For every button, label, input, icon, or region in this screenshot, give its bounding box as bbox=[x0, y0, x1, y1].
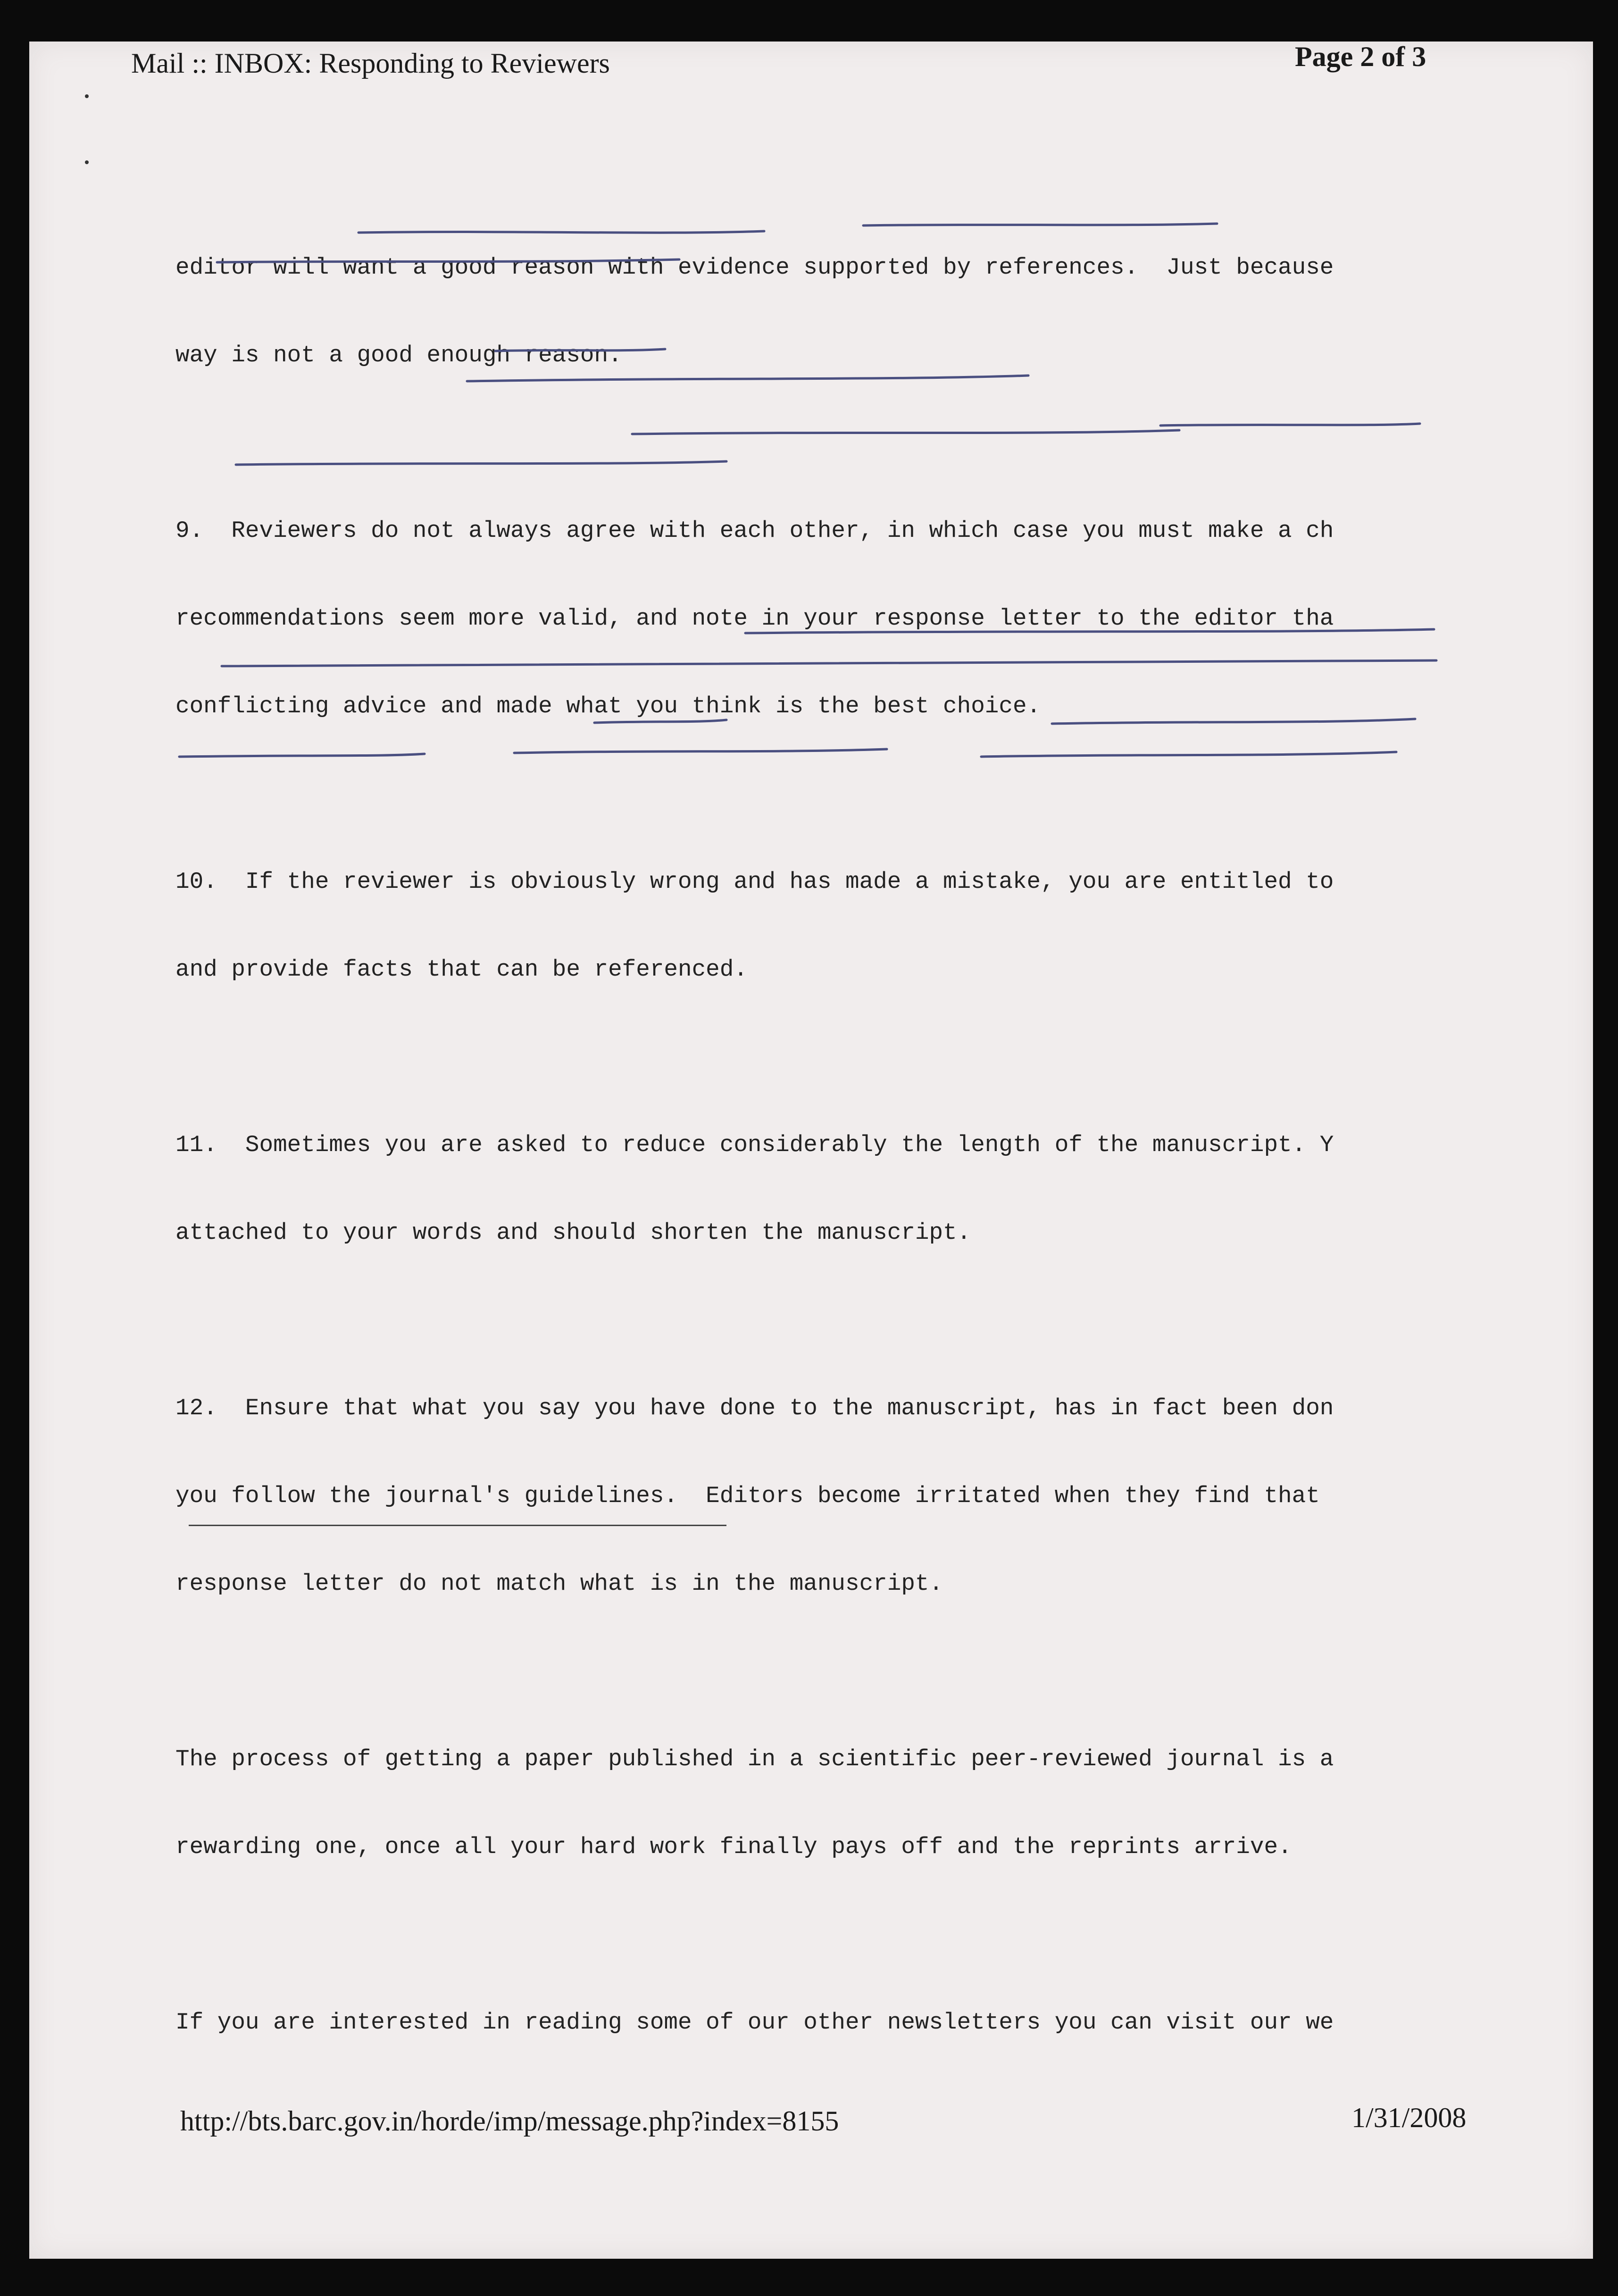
body-line: 11. Sometimes you are asked to reduce considerably the length of the manuscript. Y bbox=[175, 1132, 1334, 1158]
underline-mark bbox=[1160, 424, 1420, 426]
body-line: you follow the journal's guidelines. Editors become irritated when they find that bbox=[175, 1483, 1320, 1509]
underline-mark bbox=[632, 430, 1179, 434]
footer-date: 1/31/2008 bbox=[1351, 2102, 1467, 2133]
underline-mark bbox=[1052, 719, 1415, 724]
body-line: rewarding one, once all your hard work finally pays off and the reprints arrive. bbox=[175, 1834, 1292, 1860]
body-line: 12. Ensure that what you say you have done to the manuscript, has in fact been don bbox=[175, 1395, 1334, 1421]
body-line: attached to your words and should shorten the manuscript. bbox=[175, 1219, 971, 1246]
underline-mark bbox=[981, 752, 1396, 757]
underline-mark bbox=[745, 629, 1434, 633]
underline-mark bbox=[222, 660, 1436, 666]
underline-mark bbox=[236, 461, 726, 465]
body-line: editor will want a good reason with evidence supported by references. Just because bbox=[175, 254, 1334, 281]
underline-mark bbox=[495, 349, 665, 351]
underline-mark bbox=[217, 259, 679, 262]
page-title: Mail :: INBOX: Responding to Reviewers bbox=[131, 48, 610, 79]
body-line: way is not a good enough reason. bbox=[175, 342, 622, 368]
body-line: 10. If the reviewer is obviously wrong and has made a mistake, you are entitled to bbox=[175, 868, 1334, 895]
body-line: conflicting advice and made what you think is the best choice. bbox=[175, 693, 1041, 719]
footer-url[interactable]: http://bts.barc.gov.in/horde/imp/message.php?index=8155 bbox=[180, 2105, 839, 2137]
body-line: The process of getting a paper published in a scientific peer-reviewed journal is a bbox=[175, 1746, 1334, 1772]
body-line: recommendations seem more valid, and note in your response letter to the editor tha bbox=[175, 605, 1334, 632]
underline-mark bbox=[514, 749, 887, 753]
underline-mark bbox=[863, 224, 1217, 225]
underline-mark bbox=[359, 231, 764, 233]
underline-mark bbox=[467, 376, 1028, 381]
underline-mark bbox=[594, 720, 726, 723]
body-line: If you are interested in reading some of our other newsletters you can visit our we bbox=[175, 2009, 1334, 2036]
body-line: 9. Reviewers do not always agree with each other, in which case you must make a ch bbox=[175, 518, 1334, 544]
body-line: and provide facts that can be referenced. bbox=[175, 956, 748, 983]
underline-mark bbox=[179, 754, 425, 757]
body-line: response letter do not match what is in the manuscript. bbox=[175, 1570, 943, 1597]
page-number: Page 2 of 3 bbox=[1295, 41, 1426, 72]
divider-line bbox=[189, 1525, 726, 1526]
